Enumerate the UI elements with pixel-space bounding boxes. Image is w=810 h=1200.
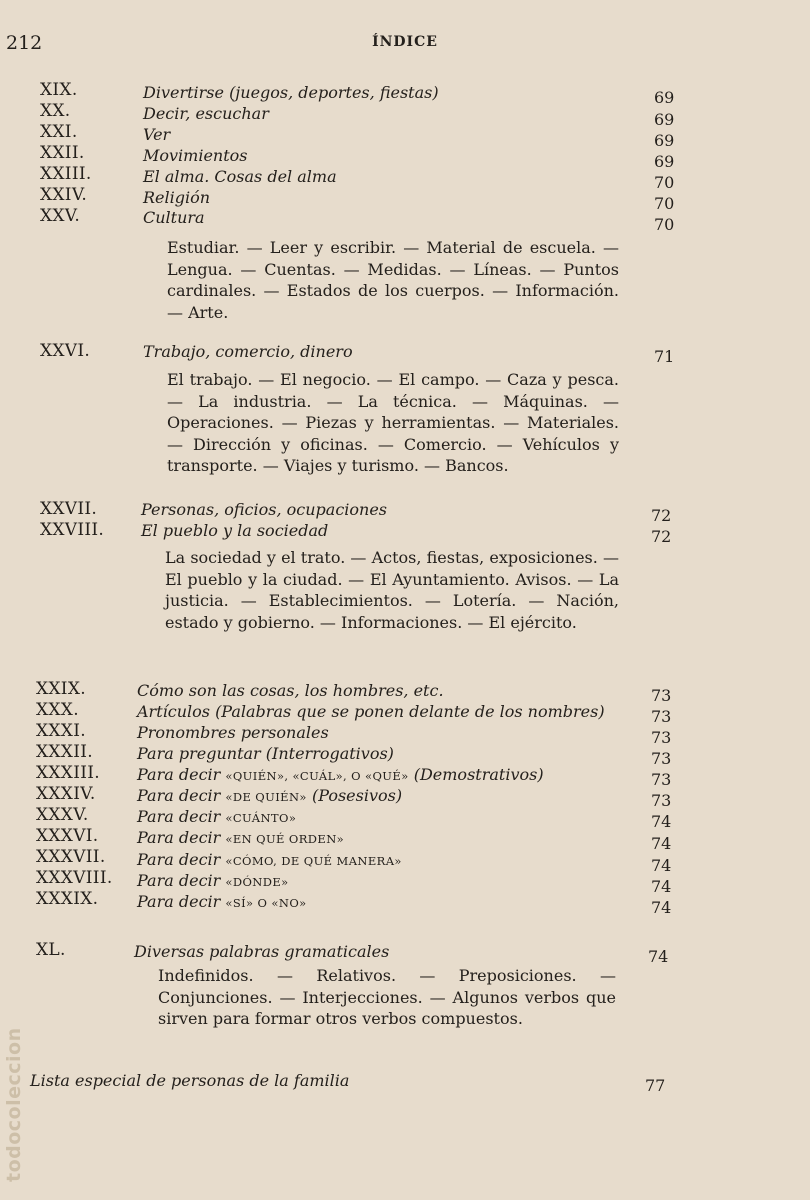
entry-title-keyword: «CUÁNTO» — [225, 811, 297, 825]
entry-numeral: XXII. — [40, 143, 85, 163]
entry-numeral: XXVI. — [40, 341, 91, 361]
page-number: 212 — [6, 32, 43, 54]
entry-numeral: XXV. — [40, 206, 81, 226]
entry-numeral: XXXVI. — [36, 826, 99, 846]
entry-page: 73 — [651, 749, 672, 768]
entry-title-prefix: Para decir — [137, 786, 221, 805]
entry-numeral: XXXVIII. — [36, 868, 113, 888]
entry-numeral: XXXIX. — [36, 889, 99, 909]
entry-numeral: XXI. — [40, 122, 78, 142]
entry-title: Pronombres personales — [137, 723, 329, 742]
entry-title: El pueblo y la sociedad — [141, 521, 329, 540]
entry-title — [137, 786, 402, 805]
entry-title — [137, 807, 296, 826]
entry-title: Personas, oficios, ocupaciones — [141, 500, 388, 519]
entry-numeral: XXXII. — [36, 742, 93, 762]
entry-page: 72 — [651, 527, 672, 546]
entry-title: Decir, escuchar — [143, 104, 269, 123]
entry-page: 74 — [651, 877, 672, 896]
entry-page: 73 — [651, 770, 672, 789]
entry-numeral: XIX. — [40, 80, 78, 100]
entry-title-keyword: «CÓMO, DE QUÉ MANERA» — [225, 854, 402, 868]
entry-title-suffix: (Demostrativos) — [413, 765, 544, 784]
entry-page: 70 — [654, 173, 675, 192]
entry-numeral: XL. — [36, 940, 66, 960]
entry-title — [137, 828, 344, 847]
watermark: todocoleccion — [3, 1027, 25, 1182]
family-list-title: Lista especial de personas de la familia — [30, 1071, 350, 1090]
entry-page: 73 — [651, 707, 672, 726]
entry-numeral: XXXV. — [36, 805, 89, 825]
entry-numeral: XXXIV. — [36, 784, 96, 804]
entry-title: Religión — [143, 188, 211, 207]
entry-numeral: XXIX. — [36, 679, 86, 699]
entry-title-suffix: (Posesivos) — [311, 786, 403, 805]
entry-numeral: XXXIII. — [36, 763, 100, 783]
entry-title-keyword: «DE QUIÉN» — [225, 790, 307, 804]
entry-page: 70 — [654, 194, 675, 213]
entry-numeral: XXVIII. — [40, 520, 105, 540]
entry-title: Diversas palabras gramaticales — [134, 942, 390, 961]
entry-numeral: XXX. — [36, 700, 79, 720]
entry-numeral: XXIV. — [40, 185, 88, 205]
entry-numeral: XXXI. — [36, 721, 86, 741]
entry-page: 74 — [651, 812, 672, 831]
entry-title-prefix: Para decir — [137, 828, 221, 847]
entry-title-prefix: Para decir — [137, 807, 221, 826]
entry-title: Para preguntar (Interrogativos) — [137, 744, 394, 763]
entry-page: 72 — [651, 506, 672, 525]
entry-page: 73 — [651, 791, 672, 810]
entry-title-prefix: Para decir — [137, 850, 221, 869]
entry-title: Cómo son las cosas, los hombres, etc. — [137, 681, 444, 700]
entry-title — [137, 892, 307, 911]
entry-page: 73 — [651, 686, 672, 705]
entry-title-keyword: «EN QUÉ ORDEN» — [225, 832, 345, 846]
entry-page: 70 — [654, 215, 675, 234]
entry-title-keyword: «QUIÉN», «CUÁL», O «QUÉ» — [225, 769, 409, 783]
entry-page: 74 — [651, 834, 672, 853]
entry-numeral: XX. — [40, 101, 71, 121]
entry-title-prefix: Para decir — [137, 871, 221, 890]
entry-title — [137, 765, 544, 784]
entry-title-keyword: «SÍ» O «NO» — [225, 896, 307, 910]
entry-title-prefix: Para decir — [137, 892, 221, 911]
entry-title: Cultura — [143, 208, 205, 227]
entry-page: 71 — [654, 347, 675, 366]
entry-page: 69 — [654, 152, 675, 171]
entry-description: Estudiar. — Leer y escribir. — Material de escuela. — Lengua. — Cuentas. — Medidas. — Líneas. — Puntos cardinales. — Estados de los cuerpos. — Información. — Arte. — [167, 238, 619, 322]
entry-page: 69 — [654, 110, 675, 129]
entry-title: El alma. Cosas del alma — [143, 167, 337, 186]
entry-title — [137, 871, 289, 890]
entry-title: Ver — [143, 125, 171, 144]
entry-numeral: XXIII. — [40, 164, 92, 184]
page-header: ÍNDICE — [372, 34, 438, 50]
entry-title — [137, 850, 402, 869]
entry-title: Trabajo, comercio, dinero — [143, 342, 353, 361]
entry-page: 69 — [654, 131, 675, 150]
entry-page: 74 — [651, 856, 672, 875]
entry-title: Movimientos — [143, 146, 248, 165]
entry-numeral: XXVII. — [40, 499, 98, 519]
entry-numeral: XXXVII. — [36, 847, 106, 867]
entry-description: El trabajo. — El negocio. — El campo. — Caza y pesca. — La industria. — La técnica. — Máquinas. — Operaciones. — Piezas y herramientas. — Materiales. — Dirección y oficinas. — Comercio. — Vehículos y transporte. — Viajes y turismo. — Bancos. — [167, 370, 619, 476]
entry-page: 69 — [654, 88, 675, 107]
entry-title: Divertirse (juegos, deportes, fiestas) — [143, 83, 439, 102]
entry-title: Artículos (Palabras que se ponen delante de los nombres) — [137, 702, 605, 721]
entry-page: 73 — [651, 728, 672, 747]
entry-description: La sociedad y el trato. — Actos, fiestas, exposiciones. — El pueblo y la ciudad. — El Ayuntamiento. Avisos. — La justicia. — Establecimientos. — Lotería. — Nación, estado y gobierno. — Informaciones. — El ejército. — [165, 548, 619, 632]
entry-page: 74 — [648, 947, 669, 966]
entry-title-keyword: «DÓNDE» — [225, 875, 289, 889]
entry-description: Indefinidos. — Relativos. — Preposiciones. — Conjunciones. — Interjecciones. — Algunos verbos que sirven para formar otros verbos compuestos. — [158, 966, 616, 1029]
entry-page: 77 — [645, 1076, 666, 1095]
entry-title-prefix: Para decir — [137, 765, 221, 784]
entry-page: 74 — [651, 898, 672, 917]
